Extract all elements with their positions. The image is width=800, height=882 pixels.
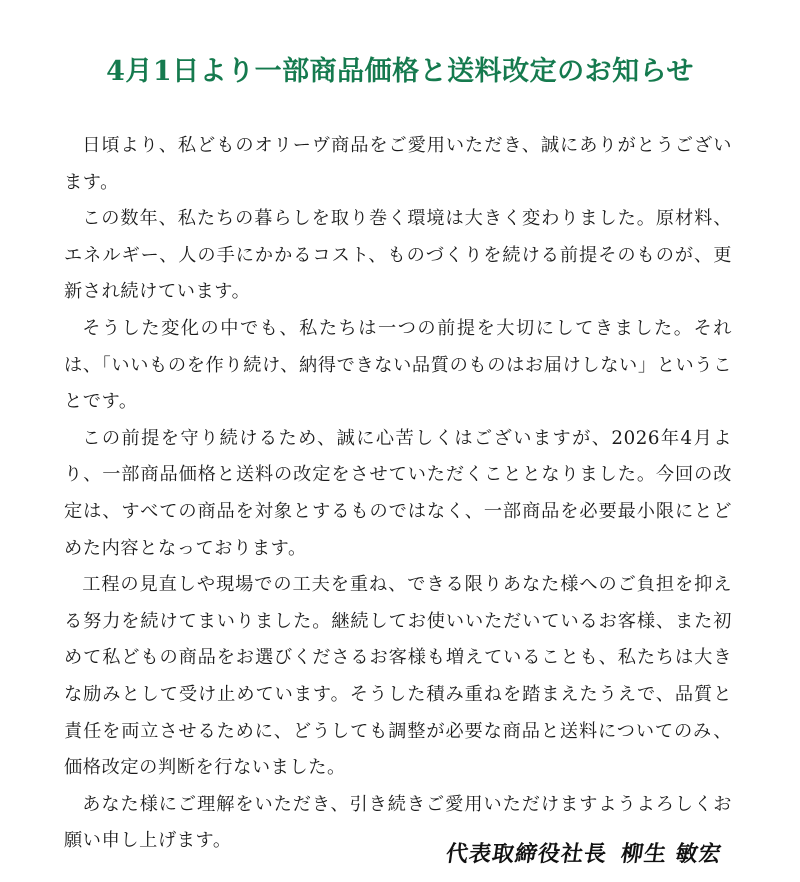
notice-title: 4月1日より一部商品価格と送料改定のお知らせ bbox=[106, 56, 694, 87]
signature-name: 柳生 敏宏 bbox=[619, 842, 724, 867]
paragraph-greeting: 日頃より、私どものオリーヴ商品をご愛用いただき、誠にありがとうございます。 bbox=[64, 135, 732, 193]
paragraph-efforts: 工程の見直しや現場での工夫を重ね、できる限りあなた様へのご負担を抑える努力を続けてまいりました。継続してお使いいただいているお客様、また初めて私どもの商品をお選びくださるお客様も増えていることも、私たちは大きな励みとして受け止めています。そうした積み重ねを踏まえたうえで、品質と責任を両立させるために、どうしても調整が必要な商品と送料についてのみ、価格改定の判断を行ないました。 bbox=[64, 574, 732, 779]
signature bbox=[444, 840, 724, 870]
notice-body bbox=[64, 128, 732, 860]
paragraph-price-revision: この前提を守り続けるため、誠に心苦しくはございますが、2026年4月より、一部商品価格と送料の改定をさせていただくこととなりました。今回の改定は、すべての商品を対象とするものではなく、一部商品を必要最小限にとどめた内容となっております。 bbox=[64, 427, 732, 559]
signature-title: 代表取締役社長 bbox=[444, 842, 610, 867]
paragraph-closing: あなた様にご理解をいただき、引き続きご愛用いただけますようよろしくお願い申し上げます。 bbox=[64, 793, 732, 852]
paragraph-environment: この数年、私たちの暮らしを取り巻く環境は大きく変わりました。原材料、エネルギー、人の手にかかるコスト、ものづくりを続ける前提そのものが、更新され続けています。 bbox=[64, 208, 732, 303]
paragraph-principle: そうした変化の中でも、私たちは一つの前提を大切にしてきました。それは、「いいものを作り続け、納得できない品質のものはお届けしない」ということです。 bbox=[64, 317, 732, 413]
